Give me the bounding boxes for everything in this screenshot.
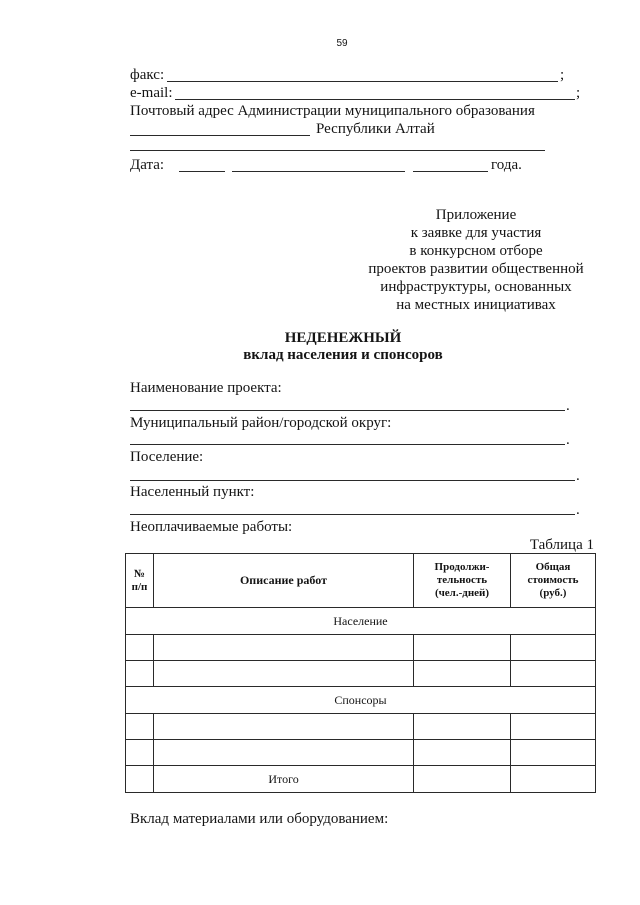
- table-cell: [414, 714, 511, 740]
- page-number: 59: [336, 38, 348, 49]
- project-name-label: Наименование проекта:: [130, 380, 282, 396]
- total-row: [126, 766, 596, 793]
- email-end-mark: ;: [576, 85, 581, 101]
- email-label: e-mail:: [130, 85, 173, 101]
- header-cost-line: стоимость: [527, 574, 579, 586]
- table-cell: [511, 766, 596, 793]
- fax-label: факс:: [130, 67, 165, 83]
- unpaid-works-table: [125, 553, 596, 793]
- header-cost-line: (руб.): [539, 587, 567, 599]
- project-name-end-mark: .: [566, 398, 570, 414]
- table-row: [126, 661, 596, 687]
- settlement-label: Поселение:: [130, 449, 204, 465]
- settlement-end-mark: .: [576, 468, 580, 484]
- settlement-blank-line: [130, 480, 575, 481]
- fax-end-mark: ;: [560, 67, 565, 83]
- republic-label: Республики Алтай: [316, 121, 435, 137]
- section-population: Население: [126, 608, 596, 635]
- table-cell: [154, 635, 414, 661]
- date-month-blank: [232, 171, 405, 172]
- table-cell: [154, 740, 414, 766]
- postal-address-label: Почтовый адрес Администрации муниципального образования: [130, 103, 535, 119]
- table-cell: [414, 766, 511, 793]
- appendix-line: на местных инициативах: [396, 297, 556, 313]
- table-cell: [511, 635, 596, 661]
- table-row: [126, 635, 596, 661]
- email-blank-line: [175, 99, 575, 100]
- header-duration-line: Продолжи-: [434, 561, 490, 573]
- header-number: [126, 554, 154, 608]
- table-cell: [511, 661, 596, 687]
- table-cell: [126, 740, 154, 766]
- date-year-suffix: года.: [491, 157, 522, 173]
- table-cell: [154, 714, 414, 740]
- appendix-note: [356, 206, 596, 314]
- district-label: Муниципальный район/городской округ:: [130, 415, 392, 431]
- table-cell: [126, 714, 154, 740]
- fax-blank-line: [167, 81, 558, 82]
- date-day-blank: [179, 171, 225, 172]
- district-end-mark: .: [566, 432, 570, 448]
- table-cell: [414, 661, 511, 687]
- header-duration-line: тельность: [436, 574, 488, 586]
- address-blank-line: [130, 150, 545, 151]
- document-subtitle: вклад населения и спонсоров: [243, 347, 443, 363]
- project-name-blank-line: [130, 410, 565, 411]
- materials-label: Вклад материалами или оборудованием:: [130, 811, 389, 827]
- header-cost: [511, 554, 596, 608]
- table-cell: [154, 661, 414, 687]
- table-cell: [126, 661, 154, 687]
- table-cell: [414, 635, 511, 661]
- table-row: [126, 740, 596, 766]
- header-number-line: №: [133, 567, 146, 580]
- header-number-line: п/п: [131, 580, 148, 593]
- locality-label: Населенный пункт:: [130, 484, 255, 500]
- municipality-blank-line: [130, 135, 310, 136]
- table-cell: [414, 740, 511, 766]
- date-year-blank: [413, 171, 488, 172]
- table-row: [126, 714, 596, 740]
- locality-end-mark: .: [576, 502, 580, 518]
- table-caption: Таблица 1: [529, 537, 594, 553]
- table-cell: [511, 740, 596, 766]
- district-blank-line: [130, 444, 565, 445]
- date-label: Дата:: [130, 157, 165, 173]
- appendix-line: Приложение: [435, 207, 517, 223]
- header-duration: [414, 554, 511, 608]
- section-sponsors: Спонсоры: [126, 687, 596, 714]
- total-label: Итого: [154, 766, 414, 793]
- appendix-line: к заявке для участия: [410, 225, 542, 241]
- unpaid-works-label: Неоплачиваемые работы:: [130, 519, 293, 535]
- table-cell: [126, 635, 154, 661]
- header-cost-line: Общая: [535, 561, 571, 573]
- table-cell: [511, 714, 596, 740]
- appendix-line: проектов развитии общественной: [368, 261, 584, 277]
- appendix-line: инфраструктуры, основанных: [380, 279, 572, 295]
- header-description: Описание работ: [154, 554, 414, 608]
- header-duration-line: (чел.-дней): [434, 587, 490, 599]
- document-title: НЕДЕНЕЖНЫЙ: [284, 330, 402, 346]
- table-cell: [126, 766, 154, 793]
- locality-blank-line: [130, 514, 575, 515]
- appendix-line: в конкурсном отборе: [409, 243, 543, 259]
